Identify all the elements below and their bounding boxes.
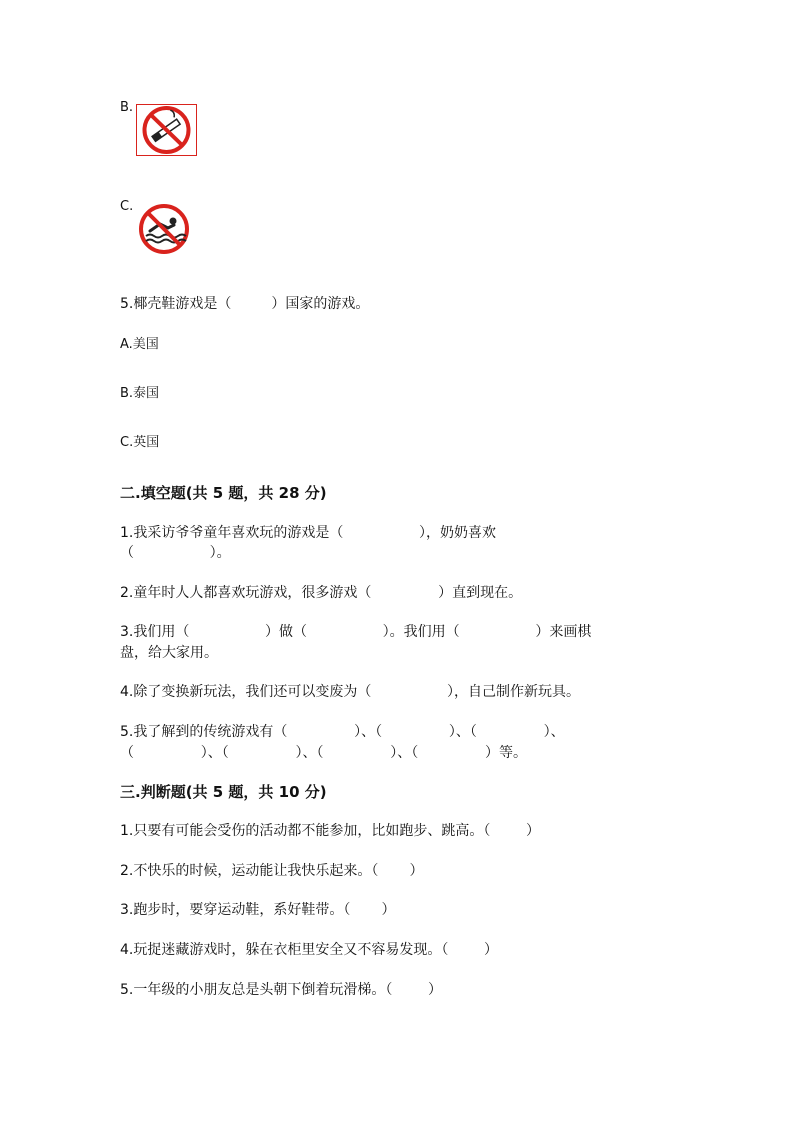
option-c: C.英国: [120, 435, 160, 450]
option-c-label: C.: [120, 199, 134, 214]
judge-question-4: 4.玩捉迷藏游戏时，躲在衣柜里安全又不容易发现。（ ）: [120, 942, 498, 958]
option-b-label: B.: [120, 100, 134, 115]
no-smoking-sign-icon: [136, 104, 197, 160]
question-5-stem: 5.椰壳鞋游戏是（ ）国家的游戏。: [120, 296, 370, 312]
fill-question-1-line-2: （ ）。: [120, 545, 231, 561]
fill-question-5-line-1: 5.我了解到的传统游戏有（ ）、（ ）、（ ）、: [120, 724, 565, 740]
judge-question-2: 2.不快乐的时候，运动能让我快乐起来。（ ）: [120, 863, 424, 879]
judge-question-5: 5.一年级的小朋友总是头朝下倒着玩滑梯。（ ）: [120, 982, 442, 998]
section-3-title: 三.判断题(共 5 题，共 10 分): [120, 783, 327, 801]
fill-question-2: 2.童年时人人都喜欢玩游戏，很多游戏（ ）直到现在。: [120, 585, 523, 601]
judge-question-3: 3.跑步时，要穿运动鞋，系好鞋带。（ ）: [120, 902, 396, 918]
no-swimming-sign-icon: [136, 203, 192, 259]
option-b: B.泰国: [120, 386, 160, 401]
section-2-title: 二.填空题(共 5 题，共 28 分): [120, 484, 327, 502]
fill-question-5-line-2: （ ）、（ ）、（ ）、（ ）等。: [120, 745, 528, 761]
fill-question-4: 4.除了变换新玩法，我们还可以变废为（ ），自己制作新玩具。: [120, 684, 581, 700]
fill-question-3-line-2: 盘，给大家用。: [120, 645, 218, 661]
fill-question-3-line-1: 3.我们用（ ）做（ ）。我们用（ ）来画棋: [120, 624, 592, 640]
judge-question-1: 1.只要有可能会受伤的活动都不能参加，比如跑步、跳高。（ ）: [120, 823, 540, 839]
option-a: A.美国: [120, 337, 159, 352]
fill-question-1-line-1: 1.我采访爷爷童年喜欢玩的游戏是（ ），奶奶喜欢: [120, 525, 497, 541]
